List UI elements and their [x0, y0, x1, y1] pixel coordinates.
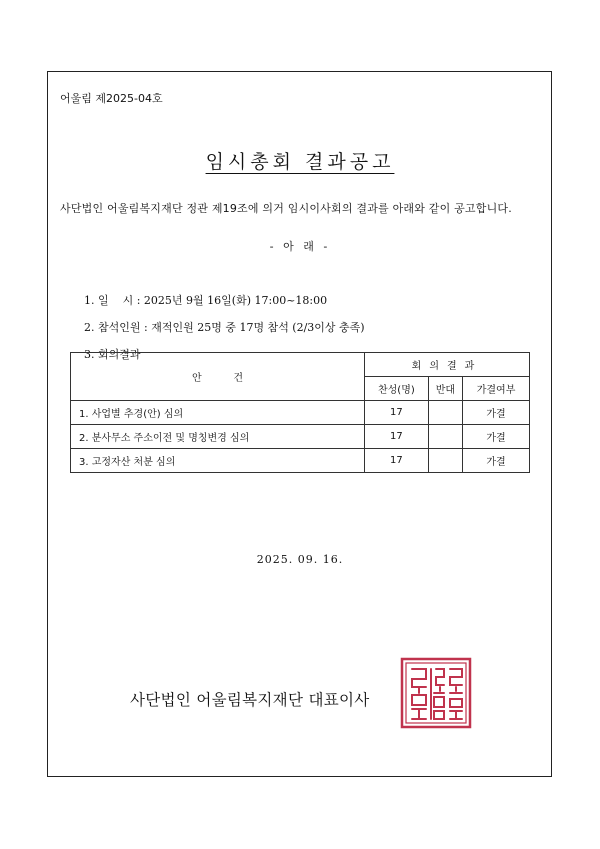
result-header: 회의결과: [365, 353, 530, 377]
item-attendance-label: 2. 참석인원 :: [84, 321, 148, 334]
official-seal: [400, 657, 472, 729]
against-cell: [428, 401, 462, 425]
item-datetime-value: 2025년 9월 16일(화) 17:00~18:00: [140, 294, 328, 307]
result-status-header: 가결여부: [463, 377, 530, 401]
below-marker: - 아 래 -: [269, 240, 331, 253]
table-row: [71, 401, 530, 425]
against-header: 반대: [428, 377, 462, 401]
table-row: [71, 449, 530, 473]
for-cell: 17: [365, 425, 429, 449]
agenda-cell: 1. 사업별 추경(안) 심의: [71, 401, 365, 425]
against-cell: [428, 449, 462, 473]
for-cell: 17: [365, 449, 429, 473]
signer-name: 사단법인 어울림복지재단 대표이사: [130, 691, 370, 709]
item-attendance: [77, 306, 365, 335]
result-cell: 가결: [463, 425, 530, 449]
table-row: [71, 425, 530, 449]
against-cell: [428, 425, 462, 449]
agenda-header: 안 건: [71, 353, 365, 401]
agenda-cell: 3. 고정자산 처분 심의: [71, 449, 365, 473]
results-table: [70, 352, 530, 473]
document-title-text: 임시총회 결과공고: [205, 151, 395, 173]
item-attendance-value: 재적인원 25명 중 17명 참석 (2/3이상 충족): [147, 321, 365, 334]
intro-paragraph: 사단법인 어울림복지재단 정관 제19조에 의거 임시이사회의 결과를 아래와 같이 공고합니다.: [60, 202, 512, 215]
result-cell: 가결: [463, 449, 530, 473]
document-date: 2025. 09. 16.: [256, 553, 344, 566]
for-header: 찬성(명): [365, 377, 429, 401]
agenda-cell: 2. 분사무소 주소이전 및 명칭변경 심의: [71, 425, 365, 449]
item-datetime-label: 1. 일 시 :: [84, 294, 141, 307]
document-title: [0, 147, 600, 174]
item-datetime: [77, 279, 327, 308]
for-cell: 17: [365, 401, 429, 425]
document-number: 어울림 제2025-04호: [60, 92, 163, 105]
result-cell: 가결: [463, 401, 530, 425]
item-results-label: 3. 회의결과: [84, 348, 141, 361]
